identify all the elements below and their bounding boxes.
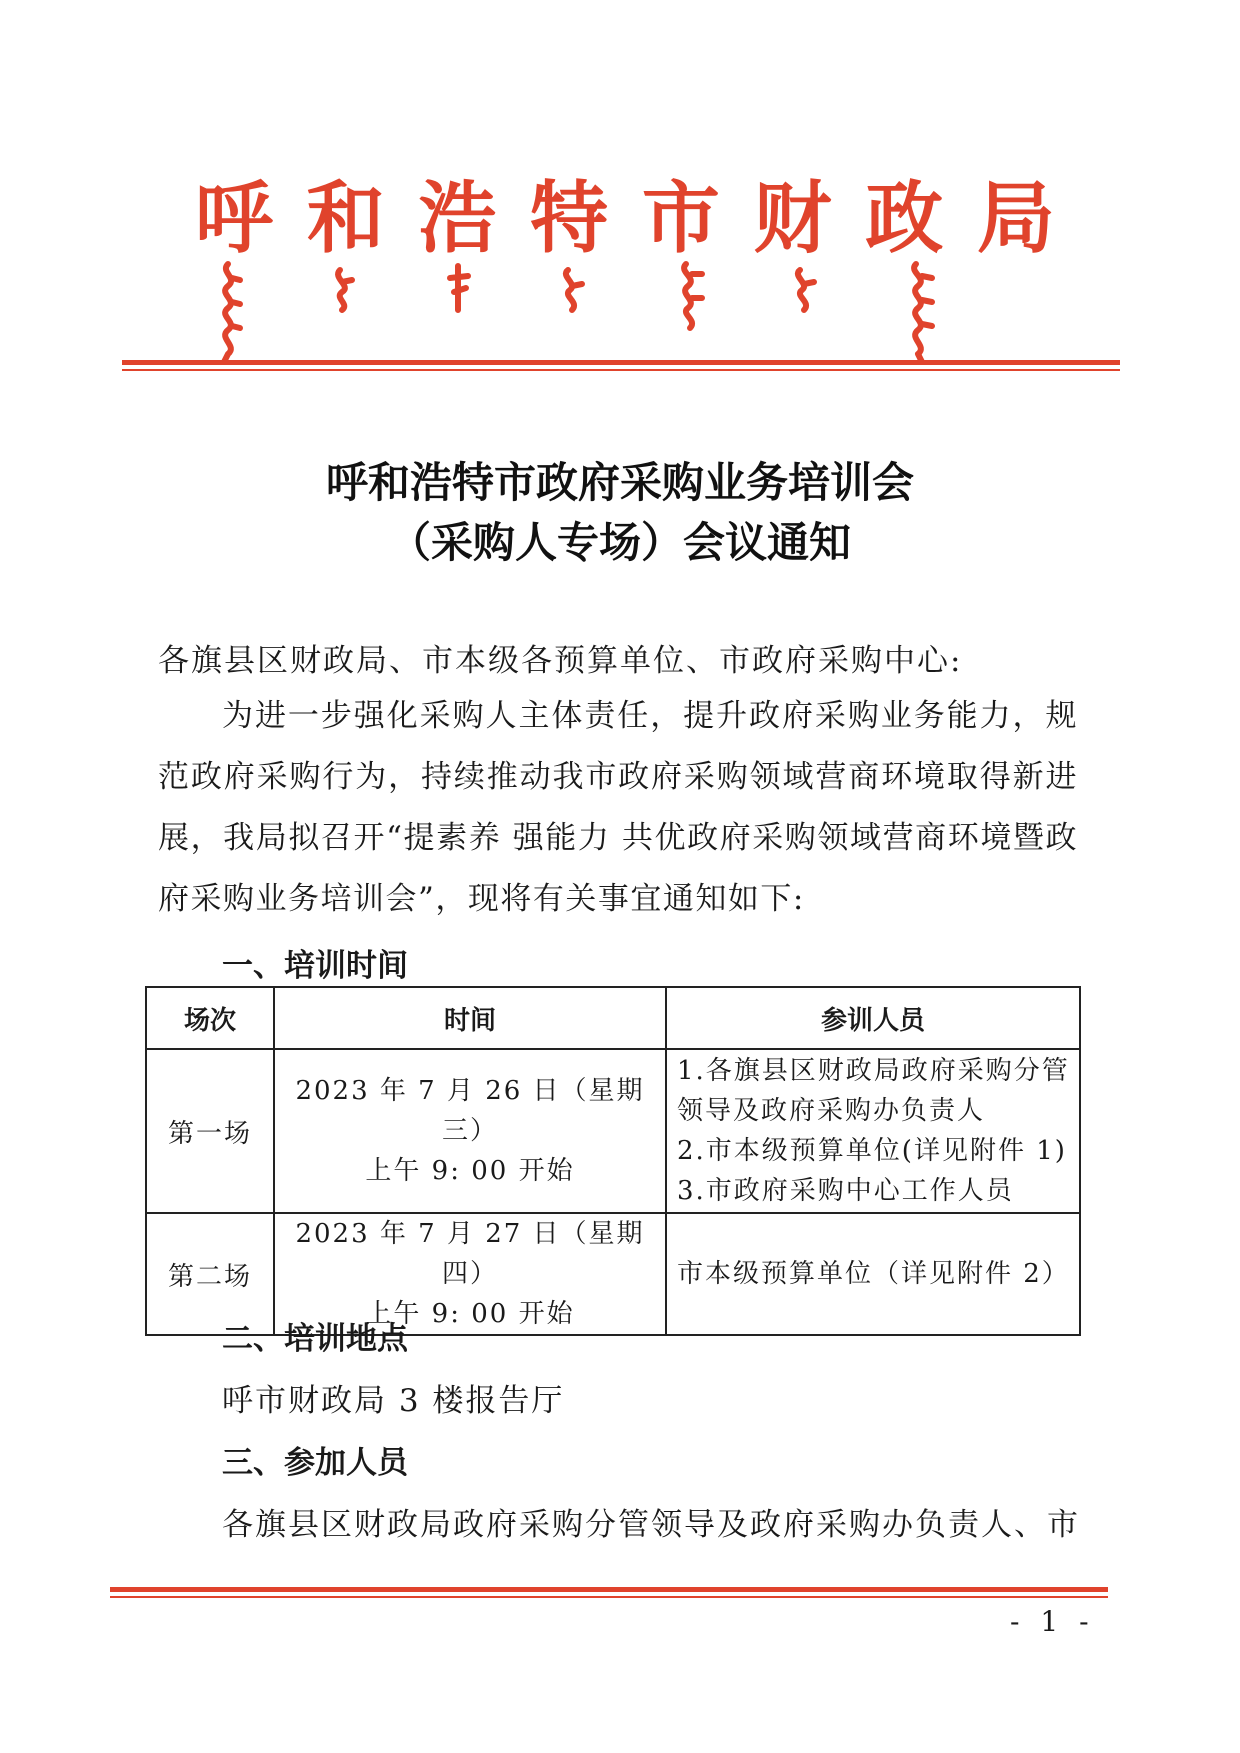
letterhead-char: 特	[530, 173, 609, 264]
footer-red-rule-thin	[110, 1596, 1108, 1598]
schedule-table	[145, 986, 1081, 1336]
letterhead-char: 政	[865, 173, 944, 264]
date-text: 2023 年 7 月 27 日（星期四）	[295, 1219, 645, 1289]
doc-title-line1: 呼和浩特市政府采购业务培训会	[325, 458, 914, 507]
attendees-cell	[666, 1213, 1080, 1335]
table-row	[146, 1049, 1080, 1213]
attendee-item: 2.市本级预算单位(详见附件 1)	[677, 1136, 1067, 1166]
table-header-time: 时间	[274, 987, 666, 1049]
attendee-item: 3.市政府采购中心工作人员	[677, 1176, 1014, 1206]
mongolian-script-glyphs	[210, 258, 1040, 368]
mongolian-script-logo	[210, 258, 1040, 368]
letterhead-char: 浩	[418, 173, 497, 264]
time-cell	[274, 1049, 666, 1213]
header-red-rule-thin	[122, 369, 1120, 371]
letterhead-char: 和	[306, 173, 385, 264]
table-header-session: 场次	[146, 987, 274, 1049]
letterhead-char: 财	[753, 173, 832, 264]
session-cell: 第一场	[146, 1049, 274, 1213]
letterhead-char: 局	[976, 173, 1055, 264]
start-time-text: 上午 9: 00 开始	[365, 1156, 575, 1186]
footer-red-rule-thick	[110, 1587, 1108, 1592]
attendee-item: 市本级预算单位（详见附件 2）	[677, 1259, 1070, 1289]
start-time-text: 上午 9: 00 开始	[365, 1299, 575, 1329]
table-header-row	[146, 987, 1080, 1049]
page-number: - 1 -	[1010, 1605, 1095, 1638]
letterhead-char: 市	[641, 173, 720, 264]
section-heading-participants: 三、参加人员	[222, 1445, 408, 1481]
location-text: 呼市财政局 3 楼报告厅	[222, 1383, 565, 1419]
letterhead-title	[195, 162, 1055, 262]
doc-title-line2: （采购人专场）会议通知	[388, 518, 851, 567]
intro-paragraph: 为进一步强化采购人主体责任，提升政府采购业务能力，规范政府采购行为，持续推动我市政府采购领域营商环境取得新进展，我局拟召开“提素养 强能力 共优政府采购领域营商环境暨政府采购业务培训会”，现将有关事宜通知如下:	[158, 698, 1078, 917]
attendee-item: 1.各旗县区财政局政府采购分管领导及政府采购办负责人	[677, 1056, 1070, 1126]
participants-text: 各旗县区财政局政府采购分管领导及政府采购办负责人、市	[222, 1507, 1080, 1543]
section-heading-location: 二、培训地点	[222, 1321, 408, 1357]
session-cell: 第二场	[146, 1213, 274, 1335]
table-header-attendees: 参训人员	[666, 987, 1080, 1049]
salutation: 各旗县区财政局、市本级各预算单位、市政府采购中心:	[158, 643, 963, 679]
date-text: 2023 年 7 月 26 日（星期三）	[295, 1076, 645, 1146]
attendees-cell	[666, 1049, 1080, 1213]
section-heading-time: 一、培训时间	[222, 948, 408, 984]
header-red-rule-thick	[122, 360, 1120, 365]
letterhead-char: 呼	[195, 173, 274, 264]
